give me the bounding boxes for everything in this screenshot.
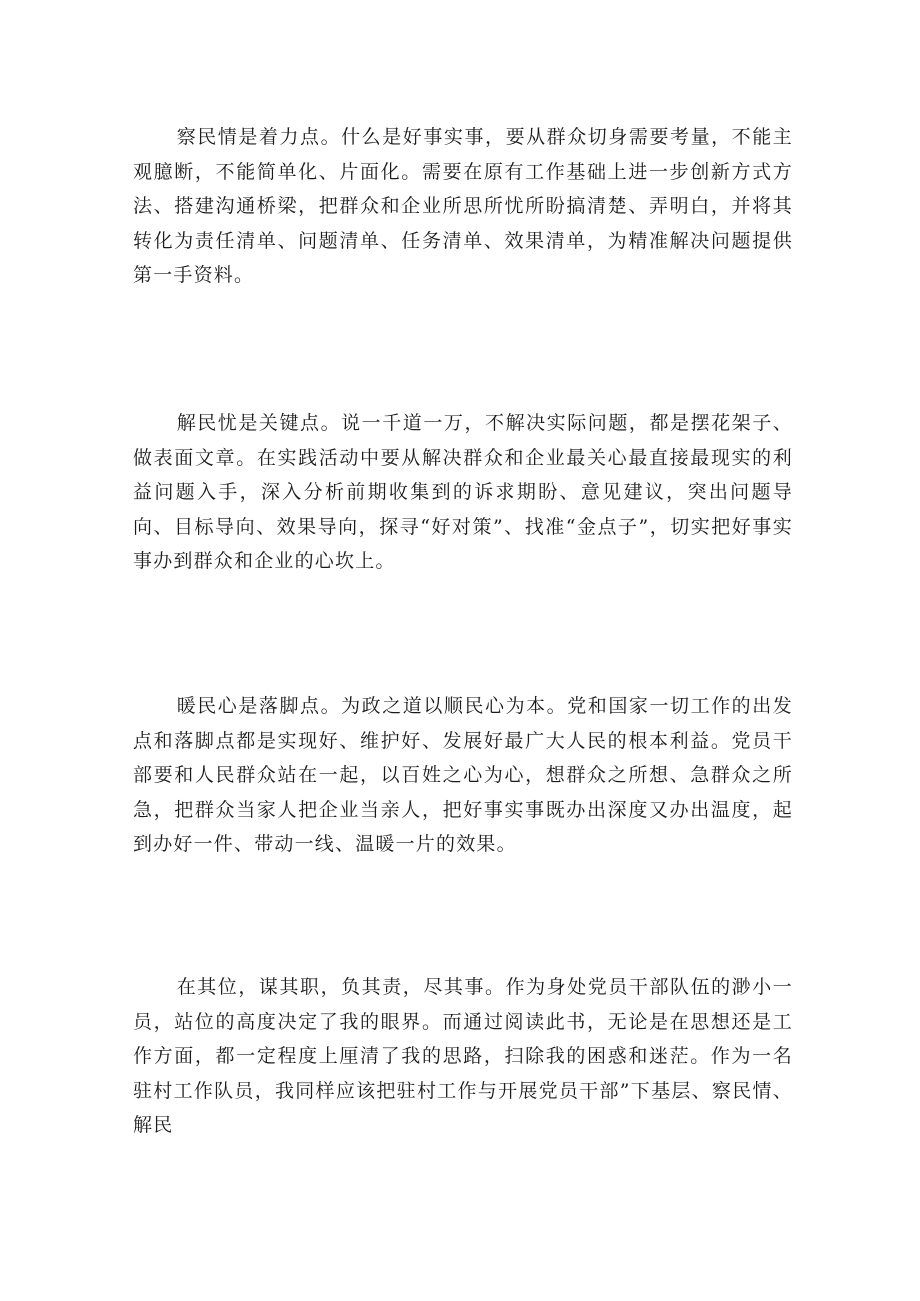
paragraph-cha-min-qing: 察民情是着力点。什么是好事实事，要从群众切身需要考量，不能主观臆断，不能简单化、片面化。需要在原有工作基础上进一步创新方式方法、搭建沟通桥梁，把群众和企业所思所忧所盼搞清楚、弄明白，并将其转化为责任清单、问题清单、任务清单、效果清单，为精准解决问题提供第一手资料。 [133, 126, 793, 286]
paragraph-jie-min-you: 解民忧是关键点。说一千道一万，不解决实际问题，都是摆花架子、做表面文章。在实践活动中要从解决群众和企业最关心最直接最现实的利益问题入手，深入分析前期收集到的诉求期盼、意见建议，突出问题导向、目标导向、效果导向，探寻“好对策”、找准“金点子”，切实把好事实事办到群众和企业的心坎上。 [133, 412, 793, 572]
paragraph-nuan-min-xin: 暖民心是落脚点。为政之道以顺民心为本。党和国家一切工作的出发点和落脚点都是实现好、维护好、发展好最广大人民的根本利益。党员干部要和人民群众站在一起，以百姓之心为心，想群众之所想、急群众之所急，把群众当家人把企业当亲人，把好事实事既办出深度又办出温度，起到办好一件、带动一线、温暖一片的效果。 [133, 695, 793, 855]
paragraph-zai-qi-wei: 在其位，谋其职，负其责，尽其事。作为身处党员干部队伍的渺小一员，站位的高度决定了我的眼界。而通过阅读此书，无论是在思想还是工作方面，都一定程度上厘清了我的思路，扫除我的困惑和迷茫。作为一名驻村工作队员，我同样应该把驻村工作与开展党员干部”下基层、察民情、解民 [133, 976, 793, 1136]
